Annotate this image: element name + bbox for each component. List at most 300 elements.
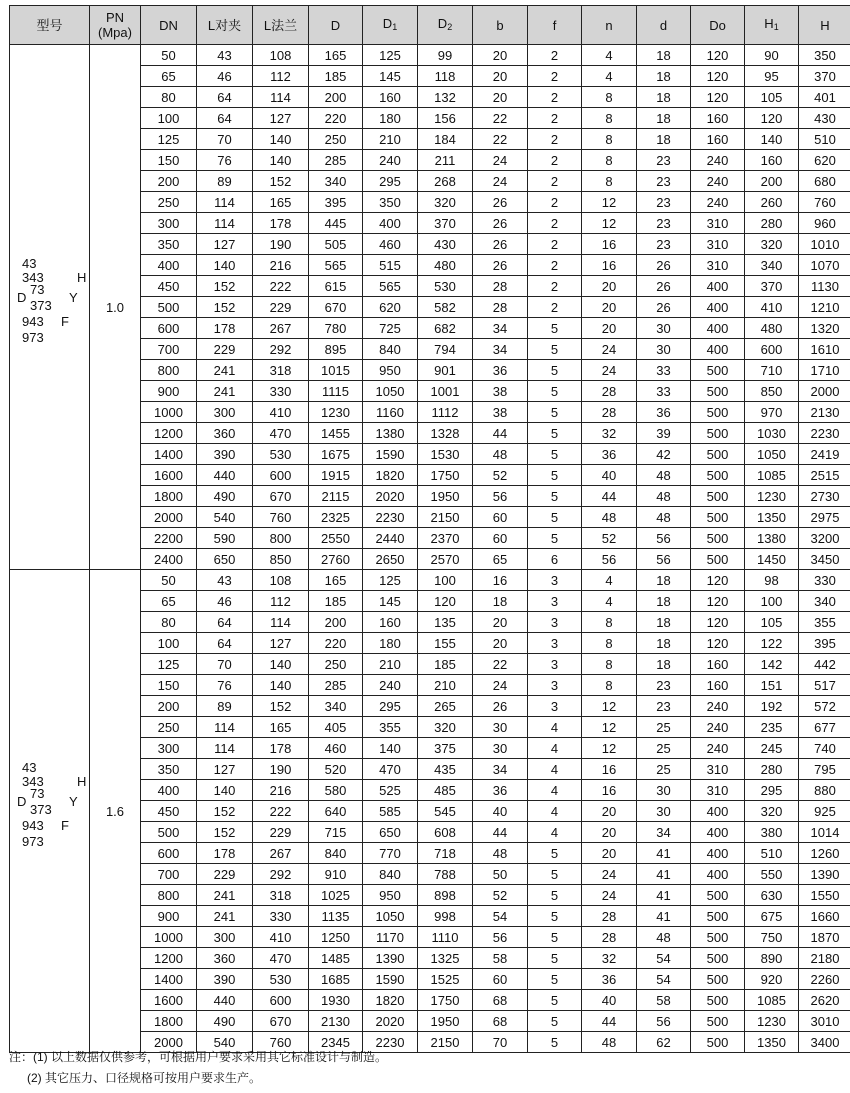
cell-b: 26: [473, 255, 528, 276]
cell-b: 20: [473, 45, 528, 66]
model-part: 943: [22, 818, 44, 833]
cell-h: 960: [799, 213, 850, 234]
cell-n: 40: [582, 990, 637, 1011]
cell-h: 1260: [799, 843, 850, 864]
notes: [9, 1047, 387, 1089]
cell-l-flange: 140: [253, 654, 309, 675]
cell-d1: 160: [363, 87, 418, 108]
cell-h: 510: [799, 129, 850, 150]
cell-d2: 118: [418, 66, 473, 87]
cell-d1: 1820: [363, 990, 418, 1011]
cell-d-bolt: 18: [637, 129, 691, 150]
cell-dn: 800: [141, 360, 197, 381]
cell-d2: 480: [418, 255, 473, 276]
cell-do: 500: [691, 1032, 745, 1053]
cell-n: 20: [582, 318, 637, 339]
cell-h1: 235: [745, 717, 799, 738]
cell-l-flange: 330: [253, 906, 309, 927]
cell-dn: 450: [141, 276, 197, 297]
cell-b: 30: [473, 717, 528, 738]
cell-b: 52: [473, 885, 528, 906]
cell-l-wafer: 390: [197, 444, 253, 465]
cell-d1: 295: [363, 696, 418, 717]
cell-b: 26: [473, 213, 528, 234]
cell-l-wafer: 590: [197, 528, 253, 549]
cell-f: 5: [528, 906, 582, 927]
cell-f: 2: [528, 66, 582, 87]
cell-d-bolt: 30: [637, 318, 691, 339]
cell-do: 120: [691, 45, 745, 66]
cell-h: 795: [799, 759, 850, 780]
cell-l-flange: 140: [253, 150, 309, 171]
cell-l-flange: 127: [253, 633, 309, 654]
cell-l-wafer: 70: [197, 129, 253, 150]
cell-d1: 400: [363, 213, 418, 234]
cell-dn: 1000: [141, 402, 197, 423]
cell-l-flange: 165: [253, 717, 309, 738]
cell-d-bolt: 41: [637, 843, 691, 864]
cell-d-bolt: 30: [637, 801, 691, 822]
model-part: 373: [30, 298, 52, 313]
cell-d2: 2370: [418, 528, 473, 549]
cell-h1: 1350: [745, 1032, 799, 1053]
cell-do: 240: [691, 171, 745, 192]
header-h1-sub: 1: [773, 21, 779, 32]
cell-do: 120: [691, 66, 745, 87]
cell-dn: 1000: [141, 927, 197, 948]
model-part: 943: [22, 314, 44, 329]
cell-l-flange: 178: [253, 738, 309, 759]
cell-d: 2325: [309, 507, 363, 528]
cell-dn: 900: [141, 906, 197, 927]
cell-l-flange: 229: [253, 297, 309, 318]
cell-d: 640: [309, 801, 363, 822]
cell-d1: 770: [363, 843, 418, 864]
cell-d2: 794: [418, 339, 473, 360]
cell-h1: 160: [745, 150, 799, 171]
cell-h: 442: [799, 654, 850, 675]
cell-f: 5: [528, 864, 582, 885]
cell-f: 3: [528, 654, 582, 675]
cell-l-wafer: 76: [197, 675, 253, 696]
model-part: 343: [22, 774, 44, 789]
cell-b: 34: [473, 759, 528, 780]
cell-d-bolt: 23: [637, 192, 691, 213]
cell-h: 680: [799, 171, 850, 192]
cell-d1: 125: [363, 45, 418, 66]
cell-do: 500: [691, 906, 745, 927]
header-pn-line2: (Mpa): [98, 25, 132, 40]
cell-l-flange: 850: [253, 549, 309, 570]
cell-l-flange: 670: [253, 486, 309, 507]
cell-d2: 2570: [418, 549, 473, 570]
cell-d1: 160: [363, 612, 418, 633]
cell-l-wafer: 490: [197, 1011, 253, 1032]
cell-b: 34: [473, 318, 528, 339]
cell-h1: 970: [745, 402, 799, 423]
cell-do: 120: [691, 612, 745, 633]
cell-l-flange: 152: [253, 171, 309, 192]
cell-d1: 950: [363, 885, 418, 906]
cell-dn: 1800: [141, 486, 197, 507]
header-pn: [90, 6, 141, 45]
cell-h1: 192: [745, 696, 799, 717]
cell-b: 28: [473, 297, 528, 318]
cell-do: 400: [691, 843, 745, 864]
cell-dn: 50: [141, 45, 197, 66]
cell-d-bolt: 18: [637, 45, 691, 66]
cell-d1: 125: [363, 570, 418, 591]
cell-d2: 898: [418, 885, 473, 906]
cell-h: 3450: [799, 549, 850, 570]
cell-f: 6: [528, 549, 582, 570]
model-part: H: [77, 774, 87, 789]
cell-l-wafer: 127: [197, 759, 253, 780]
cell-l-flange: 292: [253, 339, 309, 360]
cell-d2: 320: [418, 192, 473, 213]
cell-d1: 1170: [363, 927, 418, 948]
cell-f: 3: [528, 570, 582, 591]
cell-n: 32: [582, 948, 637, 969]
cell-f: 5: [528, 1032, 582, 1053]
cell-n: 16: [582, 234, 637, 255]
cell-d2: 435: [418, 759, 473, 780]
cell-d1: 840: [363, 864, 418, 885]
cell-do: 120: [691, 591, 745, 612]
cell-do: 240: [691, 192, 745, 213]
cell-f: 5: [528, 444, 582, 465]
cell-d2: 1325: [418, 948, 473, 969]
cell-d1: 620: [363, 297, 418, 318]
header-h1: [745, 6, 799, 45]
cell-d2: 156: [418, 108, 473, 129]
cell-n: 16: [582, 255, 637, 276]
cell-h: 1010: [799, 234, 850, 255]
cell-h1: 710: [745, 360, 799, 381]
cell-d-bolt: 30: [637, 339, 691, 360]
header-f: f: [528, 6, 582, 45]
cell-l-wafer: 300: [197, 402, 253, 423]
cell-h1: 1350: [745, 507, 799, 528]
cell-dn: 1800: [141, 1011, 197, 1032]
cell-f: 5: [528, 528, 582, 549]
cell-l-wafer: 43: [197, 570, 253, 591]
cell-f: 4: [528, 717, 582, 738]
cell-d-bolt: 36: [637, 402, 691, 423]
cell-d-bolt: 48: [637, 507, 691, 528]
cell-h1: 260: [745, 192, 799, 213]
cell-n: 12: [582, 192, 637, 213]
cell-l-flange: 410: [253, 927, 309, 948]
cell-d: 395: [309, 192, 363, 213]
cell-d-bolt: 23: [637, 171, 691, 192]
cell-d2: 1525: [418, 969, 473, 990]
cell-d-bolt: 41: [637, 885, 691, 906]
cell-f: 2: [528, 108, 582, 129]
cell-b: 20: [473, 87, 528, 108]
cell-h: 2130: [799, 402, 850, 423]
cell-f: 5: [528, 402, 582, 423]
cell-l-flange: 112: [253, 591, 309, 612]
cell-l-wafer: 178: [197, 318, 253, 339]
cell-do: 240: [691, 696, 745, 717]
cell-n: 28: [582, 927, 637, 948]
cell-d-bolt: 25: [637, 738, 691, 759]
cell-do: 120: [691, 570, 745, 591]
cell-b: 44: [473, 822, 528, 843]
cell-do: 500: [691, 360, 745, 381]
cell-d-bolt: 18: [637, 654, 691, 675]
cell-h: 2000: [799, 381, 850, 402]
cell-l-wafer: 46: [197, 591, 253, 612]
cell-f: 5: [528, 318, 582, 339]
cell-f: 5: [528, 990, 582, 1011]
cell-h: 430: [799, 108, 850, 129]
cell-l-wafer: 70: [197, 654, 253, 675]
cell-d-bolt: 56: [637, 549, 691, 570]
cell-d2: 155: [418, 633, 473, 654]
cell-h: 1870: [799, 927, 850, 948]
cell-b: 20: [473, 66, 528, 87]
cell-d2: 608: [418, 822, 473, 843]
cell-h1: 142: [745, 654, 799, 675]
cell-do: 500: [691, 549, 745, 570]
cell-n: 36: [582, 969, 637, 990]
header-do-base: D: [709, 17, 719, 33]
cell-d: 2550: [309, 528, 363, 549]
cell-d: 580: [309, 780, 363, 801]
cell-n: 8: [582, 612, 637, 633]
cell-h: 2730: [799, 486, 850, 507]
cell-f: 4: [528, 738, 582, 759]
cell-l-wafer: 360: [197, 423, 253, 444]
cell-d1: 1160: [363, 402, 418, 423]
spec-table: [9, 5, 850, 1053]
cell-l-flange: 114: [253, 87, 309, 108]
cell-d1: 470: [363, 759, 418, 780]
cell-d: 1485: [309, 948, 363, 969]
cell-b: 56: [473, 486, 528, 507]
cell-b: 44: [473, 423, 528, 444]
cell-do: 500: [691, 486, 745, 507]
cell-d1: 950: [363, 360, 418, 381]
cell-d1: 145: [363, 591, 418, 612]
cell-l-flange: 216: [253, 780, 309, 801]
header-row: [10, 6, 850, 45]
cell-do: 160: [691, 108, 745, 129]
cell-n: 12: [582, 717, 637, 738]
cell-h: 677: [799, 717, 850, 738]
cell-do: 310: [691, 780, 745, 801]
cell-l-wafer: 152: [197, 297, 253, 318]
cell-h1: 380: [745, 822, 799, 843]
cell-l-wafer: 89: [197, 171, 253, 192]
cell-do: 240: [691, 717, 745, 738]
header-d2: [418, 6, 473, 45]
cell-d: 1930: [309, 990, 363, 1011]
cell-n: 48: [582, 507, 637, 528]
cell-b: 22: [473, 108, 528, 129]
cell-l-wafer: 360: [197, 948, 253, 969]
cell-dn: 1400: [141, 969, 197, 990]
cell-l-flange: 318: [253, 360, 309, 381]
cell-d-bolt: 48: [637, 465, 691, 486]
cell-d1: 295: [363, 171, 418, 192]
cell-d2: 100: [418, 570, 473, 591]
cell-b: 16: [473, 570, 528, 591]
cell-f: 3: [528, 696, 582, 717]
cell-h: 2975: [799, 507, 850, 528]
cell-do: 400: [691, 864, 745, 885]
pn-cell: 1.0: [90, 45, 141, 570]
cell-f: 5: [528, 1011, 582, 1032]
cell-dn: 600: [141, 318, 197, 339]
header-d1-base: D: [382, 15, 393, 31]
cell-d1: 515: [363, 255, 418, 276]
cell-h: 880: [799, 780, 850, 801]
cell-d: 2760: [309, 549, 363, 570]
cell-d-bolt: 18: [637, 633, 691, 654]
cell-d-bolt: 25: [637, 759, 691, 780]
cell-d2: 788: [418, 864, 473, 885]
cell-d1: 725: [363, 318, 418, 339]
note-2: (2) 其它压力、口径规格可按用户要求生产。: [27, 1071, 262, 1085]
cell-d: 1025: [309, 885, 363, 906]
cell-dn: 250: [141, 717, 197, 738]
cell-d1: 210: [363, 129, 418, 150]
cell-d1: 180: [363, 633, 418, 654]
cell-d-bolt: 23: [637, 213, 691, 234]
cell-b: 34: [473, 339, 528, 360]
cell-h1: 1450: [745, 549, 799, 570]
header-d2-sub: 2: [447, 21, 453, 32]
header-do: [691, 6, 745, 45]
cell-d2: 99: [418, 45, 473, 66]
cell-h1: 750: [745, 927, 799, 948]
cell-b: 26: [473, 696, 528, 717]
cell-d2: 210: [418, 675, 473, 696]
cell-do: 310: [691, 234, 745, 255]
cell-d2: 120: [418, 591, 473, 612]
cell-f: 5: [528, 360, 582, 381]
pn-cell: 1.6: [90, 570, 141, 1053]
cell-n: 16: [582, 759, 637, 780]
cell-b: 26: [473, 234, 528, 255]
cell-d2: 901: [418, 360, 473, 381]
cell-l-wafer: 152: [197, 822, 253, 843]
model-part: 73: [30, 282, 45, 297]
cell-f: 2: [528, 192, 582, 213]
cell-h1: 850: [745, 381, 799, 402]
cell-d2: 320: [418, 717, 473, 738]
cell-n: 8: [582, 108, 637, 129]
cell-d1: 840: [363, 339, 418, 360]
cell-n: 4: [582, 66, 637, 87]
cell-l-wafer: 64: [197, 633, 253, 654]
cell-d-bolt: 54: [637, 969, 691, 990]
cell-d: 1250: [309, 927, 363, 948]
cell-dn: 350: [141, 759, 197, 780]
cell-b: 68: [473, 990, 528, 1011]
header-d2-base: D: [437, 15, 448, 31]
cell-d: 1115: [309, 381, 363, 402]
cell-h1: 90: [745, 45, 799, 66]
cell-n: 12: [582, 738, 637, 759]
cell-n: 28: [582, 906, 637, 927]
cell-b: 65: [473, 549, 528, 570]
cell-d2: 184: [418, 129, 473, 150]
cell-n: 8: [582, 129, 637, 150]
cell-dn: 200: [141, 696, 197, 717]
cell-do: 500: [691, 885, 745, 906]
cell-dn: 65: [141, 66, 197, 87]
cell-do: 120: [691, 633, 745, 654]
cell-l-wafer: 114: [197, 192, 253, 213]
cell-d1: 2230: [363, 507, 418, 528]
model-part: D: [17, 794, 27, 809]
cell-do: 400: [691, 276, 745, 297]
cell-do: 160: [691, 129, 745, 150]
cell-l-wafer: 114: [197, 717, 253, 738]
cell-l-flange: 190: [253, 759, 309, 780]
cell-l-flange: 190: [253, 234, 309, 255]
cell-d2: 268: [418, 171, 473, 192]
cell-l-wafer: 140: [197, 255, 253, 276]
cell-d2: 375: [418, 738, 473, 759]
cell-d: 200: [309, 612, 363, 633]
cell-d-bolt: 30: [637, 780, 691, 801]
model-cell: [10, 45, 90, 570]
header-h1-base: H: [764, 15, 774, 31]
cell-l-flange: 267: [253, 318, 309, 339]
cell-d2: 1750: [418, 990, 473, 1011]
cell-l-flange: 216: [253, 255, 309, 276]
cell-l-flange: 165: [253, 192, 309, 213]
cell-do: 500: [691, 990, 745, 1011]
cell-f: 2: [528, 45, 582, 66]
cell-b: 20: [473, 633, 528, 654]
cell-d2: 582: [418, 297, 473, 318]
cell-d: 1675: [309, 444, 363, 465]
cell-h1: 120: [745, 108, 799, 129]
cell-d1: 2020: [363, 1011, 418, 1032]
cell-d2: 530: [418, 276, 473, 297]
cell-h: 1710: [799, 360, 850, 381]
header-do-sub: o: [718, 17, 726, 33]
cell-d: 250: [309, 654, 363, 675]
cell-f: 5: [528, 885, 582, 906]
model-designation: [15, 257, 89, 357]
cell-f: 5: [528, 969, 582, 990]
cell-d1: 2020: [363, 486, 418, 507]
cell-f: 2: [528, 150, 582, 171]
cell-n: 20: [582, 822, 637, 843]
cell-l-wafer: 300: [197, 927, 253, 948]
cell-h1: 280: [745, 213, 799, 234]
cell-l-flange: 114: [253, 612, 309, 633]
cell-do: 500: [691, 507, 745, 528]
cell-d: 1135: [309, 906, 363, 927]
cell-dn: 2400: [141, 549, 197, 570]
cell-l-flange: 112: [253, 66, 309, 87]
cell-d-bolt: 41: [637, 906, 691, 927]
cell-h1: 245: [745, 738, 799, 759]
cell-l-wafer: 241: [197, 885, 253, 906]
cell-d-bolt: 18: [637, 612, 691, 633]
cell-l-flange: 318: [253, 885, 309, 906]
cell-h: 2230: [799, 423, 850, 444]
cell-dn: 150: [141, 675, 197, 696]
